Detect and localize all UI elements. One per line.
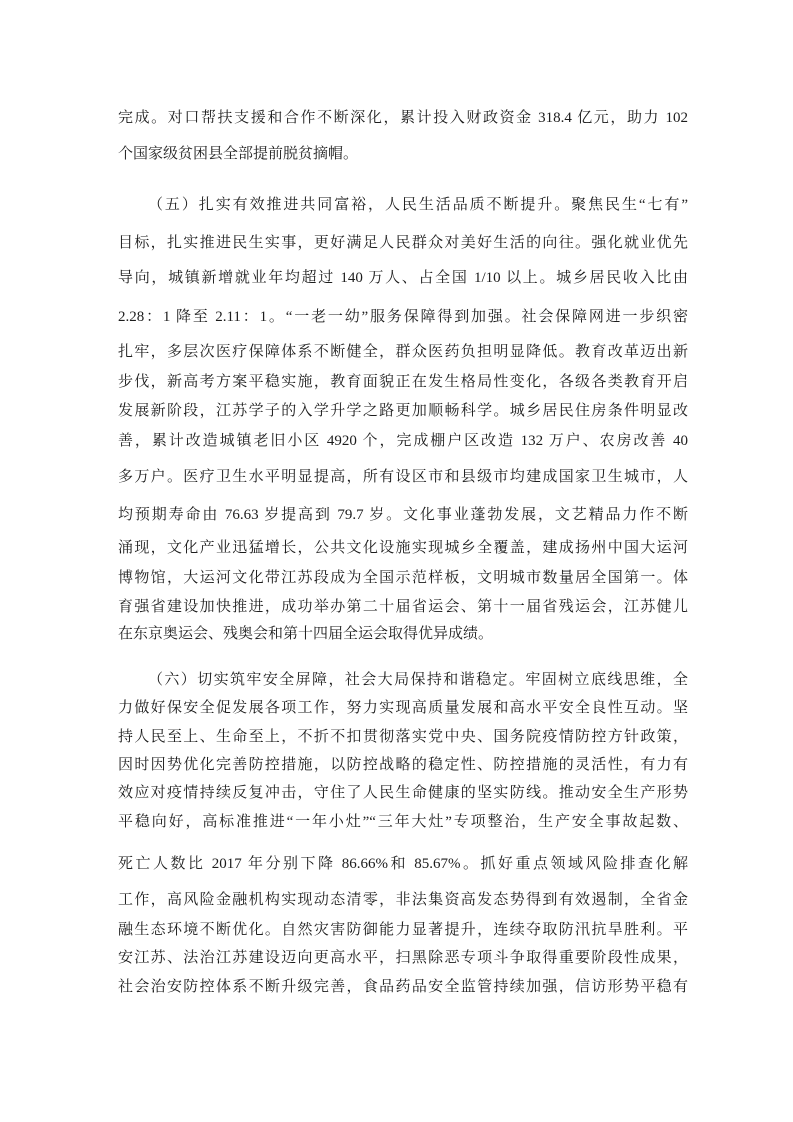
- text-line: 涌现，文化产业迅猛增长，公共文化设施实现城乡全覆盖，建成扬州中国大运河: [118, 540, 688, 556]
- text-line: 力做好保安全促发展各项工作，努力实现高质量发展和高水平安全良性互动。坚: [118, 700, 688, 716]
- text-line: 目标，扎实推进民生实事，更好满足人民群众对美好生活的向往。强化就业优先: [118, 235, 688, 251]
- text-line: 效应对疫情持续反复冲击，守住了人民生命健康的坚实防线。推动安全生产形势: [118, 785, 688, 801]
- text-line: （六）切实筑牢安全屏障，社会大局保持和谐稳定。牢固树立底线思维，全: [148, 672, 688, 688]
- text-line: 死亡人数比 2017 年分别下降 86.66%和 85.67%。抓好重点领域风险排查化解: [118, 856, 688, 872]
- text-line: 工作，高风险金融机构实现动态清零，非法集资高发态势得到有效遏制，全省金: [118, 892, 688, 908]
- text-line: 平稳向好，高标准推进“一年小灶”“三年大灶”专项整治，生产安全事故起数、: [118, 814, 688, 830]
- text-line: 发展新阶段，江苏学子的入学升学之路更加顺畅科学。城乡居民住房条件明显改: [118, 403, 688, 419]
- text-line: 善，累计改造城镇老旧小区 4920 个，完成棚户区改造 132 万户、农房改善 40: [118, 433, 688, 449]
- text-line: 完成。对口帮扶支援和合作不断深化，累计投入财政资金 318.4 亿元，助力 102: [118, 110, 688, 126]
- text-line: 社会治安防控体系不断升级完善，食品药品安全监管持续加强，信访形势平稳有: [118, 979, 688, 995]
- text-line: 因时因势优化完善防控措施，以防控战略的稳定性、防控措施的灵活性，有力有: [118, 757, 688, 773]
- text-line: 安江苏、法治江苏建设迈向更高水平，扫黑除恶专项斗争取得重要阶段性成果，: [118, 950, 688, 966]
- text-line: （五）扎实有效推进共同富裕，人民生活品质不断提升。聚焦民生“七有”: [148, 197, 688, 213]
- text-line: 均预期寿命由 76.63 岁提高到 79.7 岁。文化事业蓬勃发展，文艺精品力作不断: [118, 507, 688, 523]
- text-line: 在东京奥运会、残奥会和第十四届全运会取得优异成绩。: [118, 626, 494, 642]
- text-line: 个国家级贫困县全部提前脱贫摘帽。: [118, 146, 359, 162]
- text-line: 育强省建设加快推进，成功举办第二十届省运会、第十一届省残运会，江苏健儿: [118, 599, 688, 615]
- text-line: 多万户。医疗卫生水平明显提高，所有设区市和县级市均建成国家卫生城市，人: [118, 469, 688, 485]
- text-line: 扎牢，多层次医疗保障体系不断健全，群众医药负担明显降低。教育改革迈出新: [118, 344, 688, 360]
- text-line: 融生态环境不断优化。自然灾害防御能力显著提升，连续夺取防汛抗旱胜利。平: [118, 922, 688, 938]
- text-line: 导向，城镇新增就业年均超过 140 万人、占全国 1/10 以上。城乡居民收入比由: [118, 270, 688, 286]
- text-line: 2.28：1 降至 2.11：1。“一老一幼”服务保障得到加强。社会保障网进一步织密: [118, 309, 688, 325]
- text-line: 步伐，新高考方案平稳实施，教育面貌正在发生格局性变化，各级各类教育开启: [118, 374, 688, 390]
- text-line: 持人民至上、生命至上，不折不扣贯彻落实党中央、国务院疫情防控方针政策，: [118, 729, 688, 745]
- text-line: 博物馆，大运河文化带江苏段成为全国示范样板，文明城市数量居全国第一。体: [118, 570, 688, 586]
